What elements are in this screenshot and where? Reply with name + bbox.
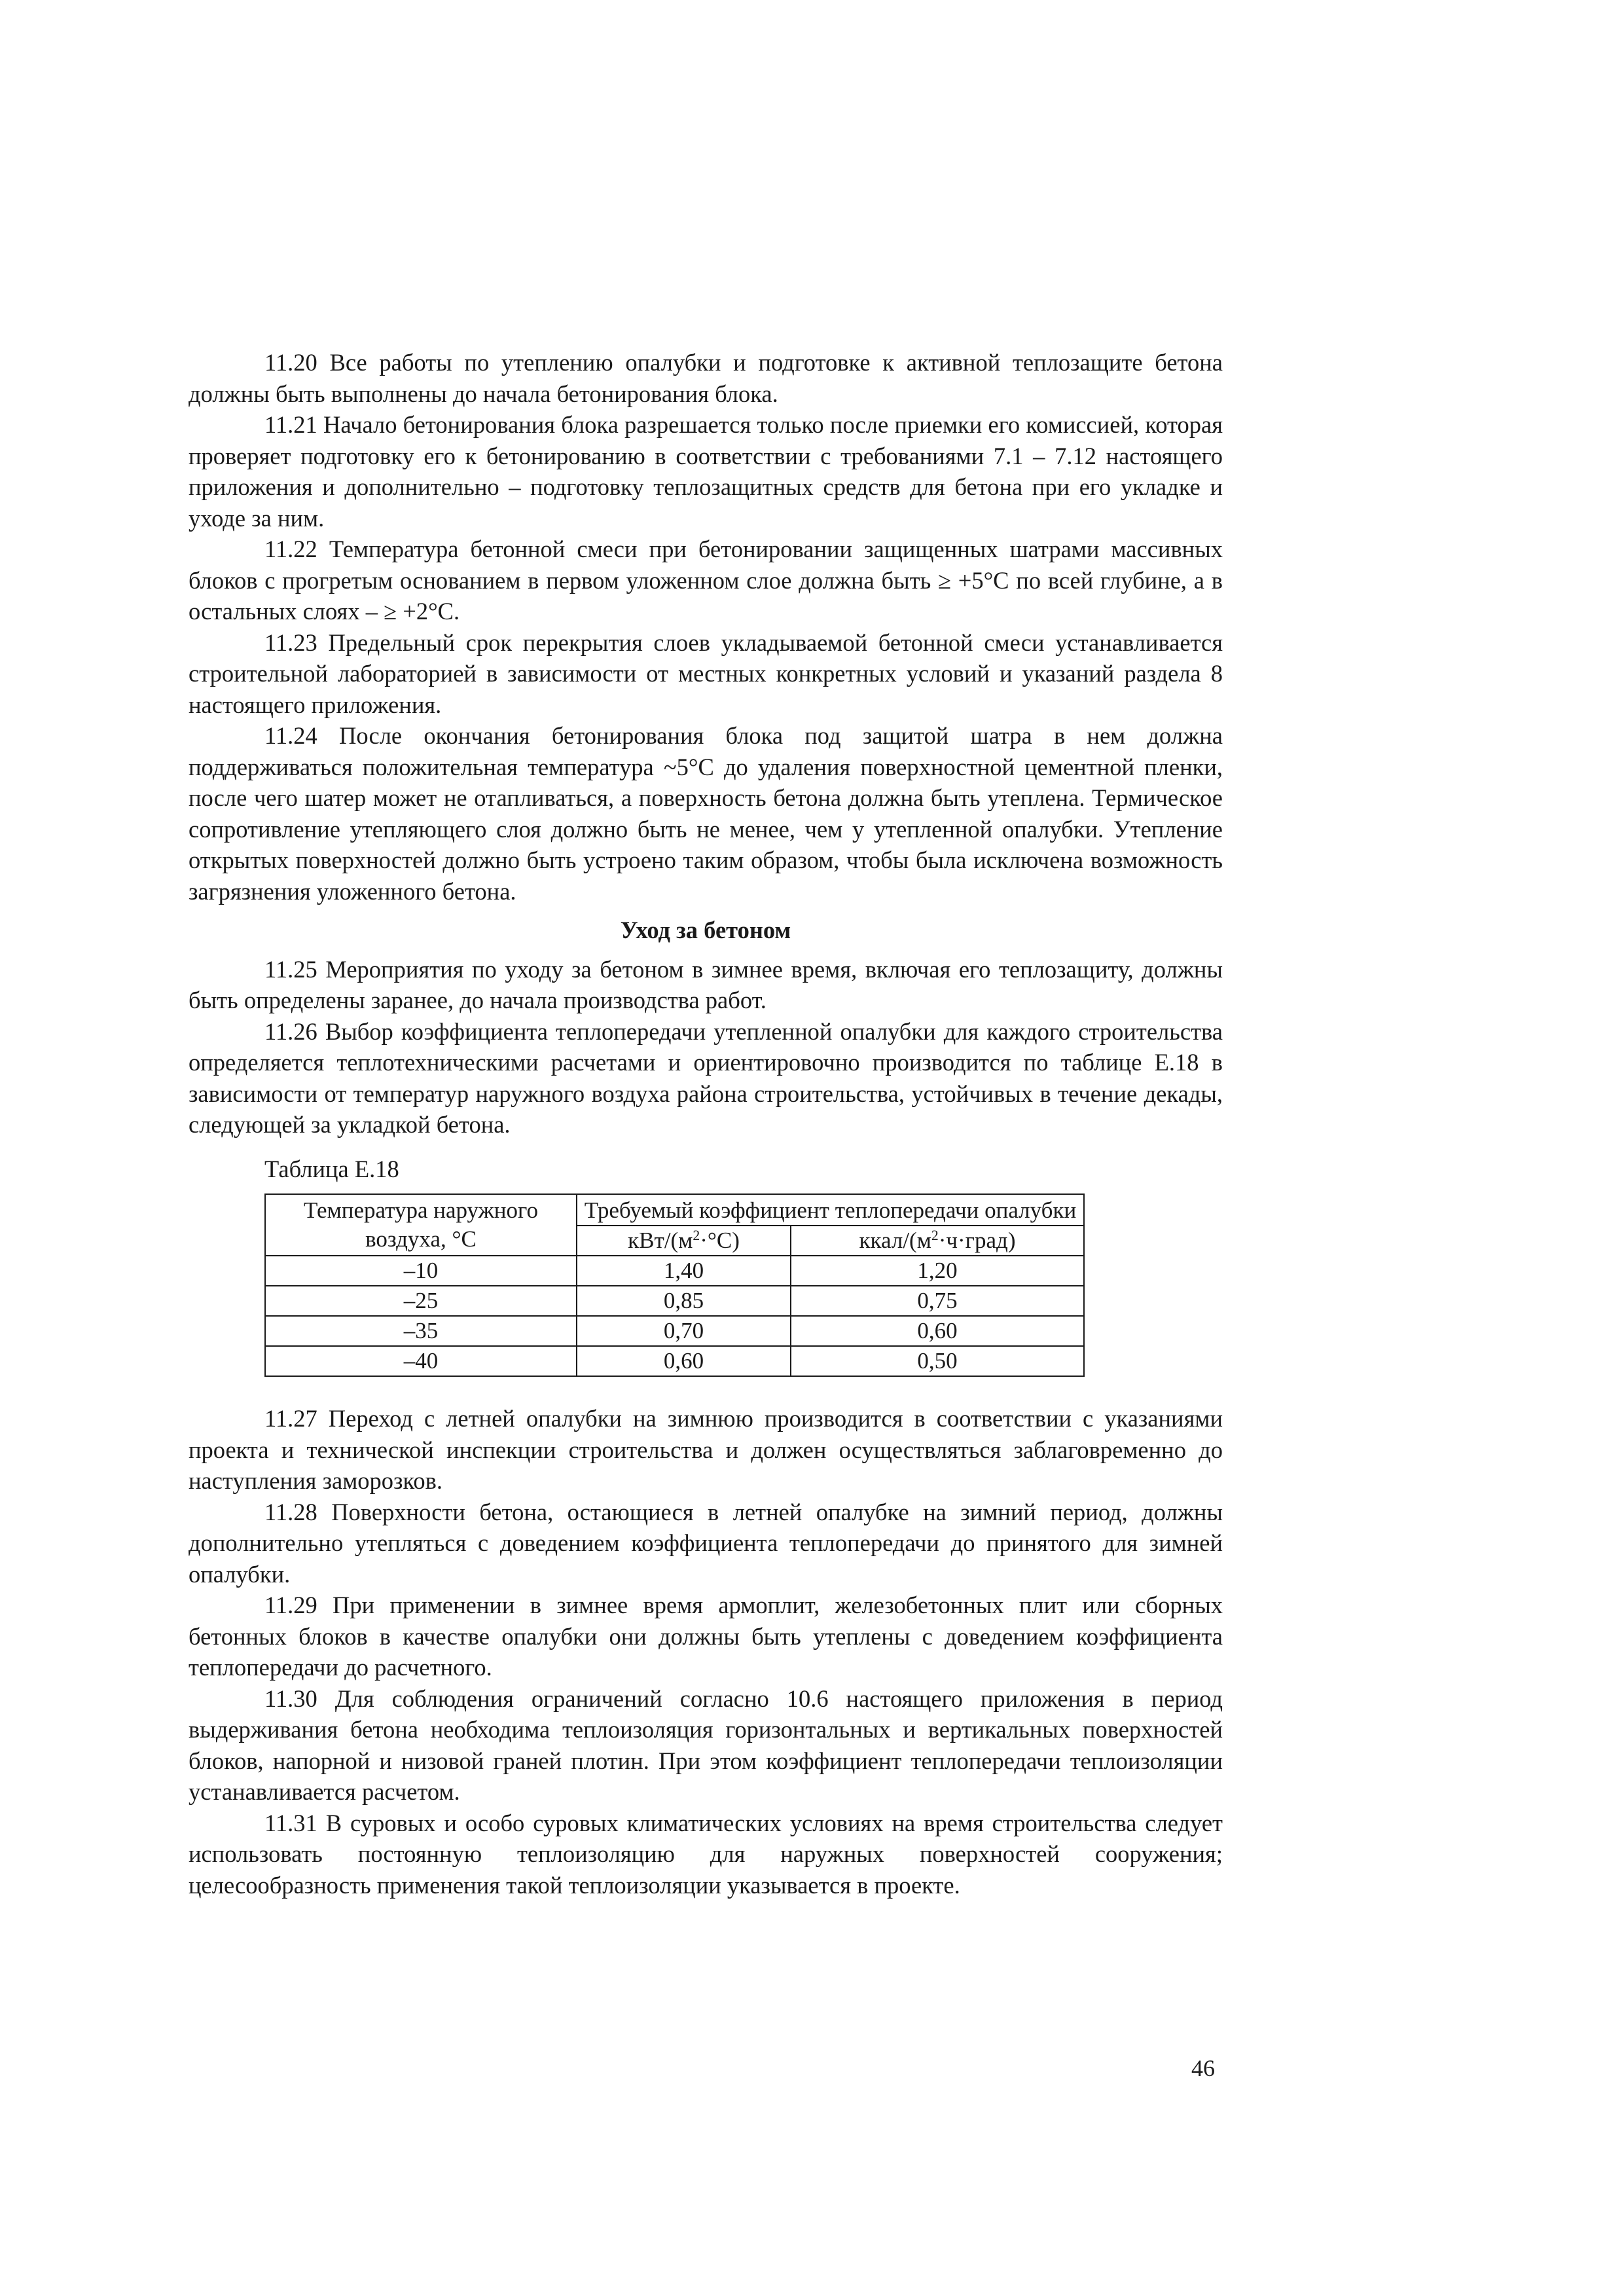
paragraph-11-27: 11.27 Переход с летней опалубки на зимнюю производится в соответствии с указаниями проекта и технической инспекции строительства и должен осуществляться заблаговременно до наступления заморозков. [189,1405,1223,1494]
table-caption: Таблица Е.18 [264,1155,399,1182]
paragraph-11-30: 11.30 Для соблюдения ограничений согласно 10.6 настоящего приложения в период выдерживания бетона необходима теплоизоляция горизонтальных и вертикальных поверхностей блоков, напорной и низовой граней плотин. При этом коэффициент теплопередачи теплоизоляции устанавливается расчетом. [189,1685,1223,1805]
paragraph-11-20: 11.20 Все работы по утеплению опалубки и подготовке к активной теплозащите бетона должны быть выполнены до начала бетонирования блока. [189,349,1223,407]
paragraph-11-31: 11.31 В суровых и особо суровых климатических условиях на время строительства следует использовать постоянную теплоизоляцию для наружных поверхностей сооружения; целесообразность применения такой теплоизоляции указывается в проекте. [189,1809,1223,1899]
table-cell-kcal: 0,60 [791,1316,1084,1346]
table-cell-temperature: –10 [265,1256,577,1286]
paragraph-11-24: 11.24 После окончания бетонирования блока под защитой шатра в нем должна поддерживаться положительная температура ~5°С до удаления поверхностной цементной пленки, после чего шатер может не отапливаться, а поверхность бетона должна быть утеплена. Термическое сопротивление утепляющего слоя должно быть не менее, чем у утепленной опалубки. Утепление открытых поверхностей должно быть устроено таким образом, чтобы была исключена возможность загрязнения уложенного бетона. [189,722,1223,905]
table-row [265,1316,1084,1346]
table-cell-kcal: 0,75 [791,1286,1084,1316]
table-row [265,1256,1084,1286]
section-heading: Уход за бетоном [620,917,791,943]
paragraph-11-21: 11.21 Начало бетонирования блока разрешается только после приемки его комиссией, которая проверяет подготовку его к бетонированию в соответствии с требованиями 7.1 – 7.12 настоящего приложения и дополнительно – подготовку теплозащитных средств для бетона при его укладке и уходе за ним. [189,411,1223,532]
table-cell-temperature: –40 [265,1346,577,1376]
table-cell-kcal: 0,50 [791,1346,1084,1376]
table-cell-kw: 0,70 [577,1316,791,1346]
table-row [265,1346,1084,1376]
page-number: 46 [1191,2055,1215,2081]
paragraph-11-22: 11.22 Температура бетонной смеси при бетонировании защищенных шатрами массивных блоков с прогретым основанием в первом уложенном слое должна быть ≥ +5°С по всей глубине, а в остальных слоях – ≥ +2°С. [189,536,1223,625]
paragraph-11-29: 11.29 При применении в зимнее время армоплит, железобетонных плит или сборных бетонных блоков в качестве опалубки они должны быть утеплены с доведением коэффициента теплопередачи до расчетного. [189,1592,1223,1681]
table-row [265,1286,1084,1316]
paragraphs-after-table [189,1403,1223,1901]
table-cell-temperature: –25 [265,1286,577,1316]
table-cell-temperature: –35 [265,1316,577,1346]
table-cell-kw: 1,40 [577,1256,791,1286]
paragraph-11-25: 11.25 Мероприятия по уходу за бетоном в зимнее время, включая его теплозащиту, должны быть определены заранее, до начала производства работ. [189,955,1223,1013]
table-cell-kw: 0,60 [577,1346,791,1376]
table-cell-kcal: 1,20 [791,1256,1084,1286]
document-page [189,347,1223,1901]
table-header-unit-kw: кВт/$(м^2\cdot^\circ С)$ [577,1226,791,1256]
paragraph-11-26: 11.26 Выбор коэффициента теплопередачи утепленной опалубки для каждого строительства определяется теплотехническими расчетами и ориентировочно производится по таблице Е.18 в зависимости от температур наружного воздуха района строительства, устойчивых в течение декады, следующей за укладкой бетона. [189,1017,1223,1138]
paragraph-11-23: 11.23 Предельный срок перекрытия слоев укладываемой бетонной смеси устанавливается строительной лабораторией в зависимости от местных конкретных условий и указаний раздела 8 настоящего приложения. [189,629,1223,718]
table-header-temperature: Температура наружного воздуха, °С [265,1194,577,1256]
table-header-unit-kcal: ккал/$(м^2\cdot ч\cdot град)$ [791,1226,1084,1256]
coefficient-table [264,1194,1085,1377]
paragraph-11-28: 11.28 Поверхности бетона, остающиеся в летней опалубке на зимний период, должны дополнительно утепляться с доведением коэффициента теплопередачи до принятого для зимней опалубки. [189,1498,1223,1588]
table-header-coefficient: Требуемый коэффициент теплопередачи опалубки [577,1194,1084,1226]
table-cell-kw: 0,85 [577,1286,791,1316]
